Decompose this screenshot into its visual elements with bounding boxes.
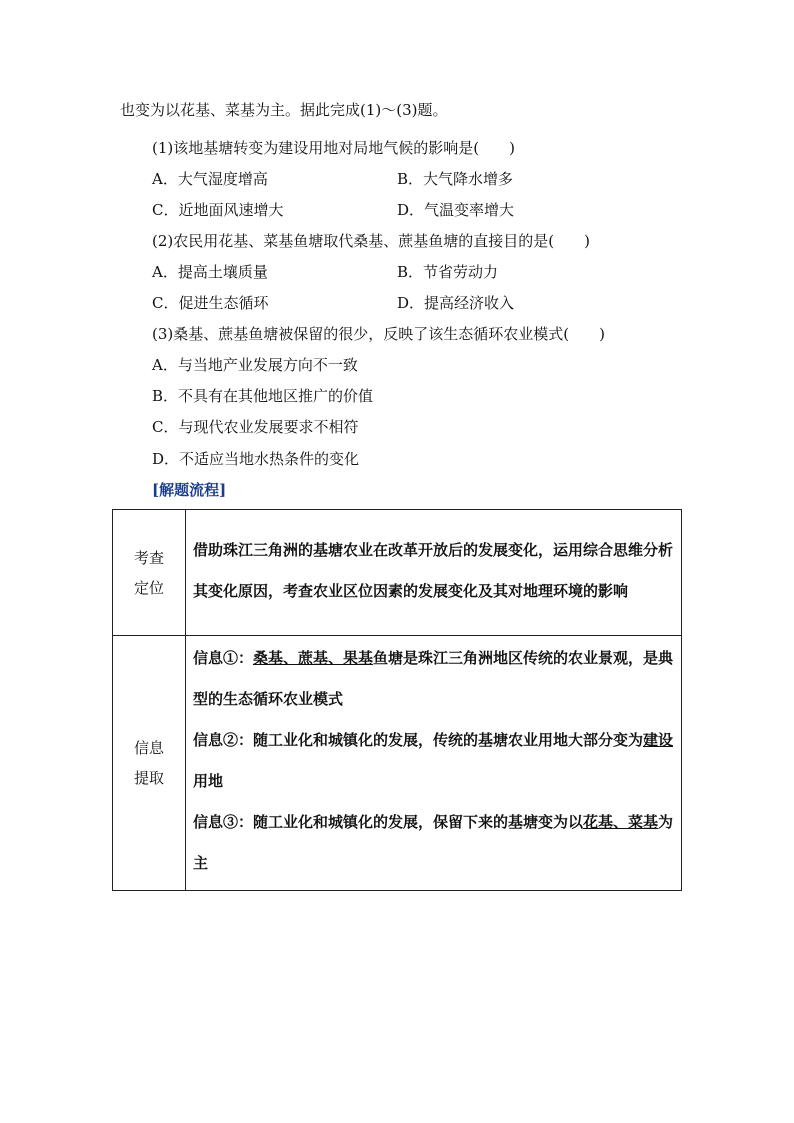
row-label-line: 定位 xyxy=(133,578,164,597)
info-2-underlined: 建设 xyxy=(643,731,674,749)
question-2-option-a: A．提高土壤质量 xyxy=(152,263,268,281)
table-row xyxy=(113,510,682,636)
question-1-option-a: A．大气湿度增高 xyxy=(152,170,268,188)
question-3-option-b: B．不具有在其他地区推广的价值 xyxy=(152,387,374,405)
row-content-exam-focus xyxy=(186,510,682,636)
info-1-underlined: 桑基、蔗基、果基 xyxy=(253,649,374,667)
question-2-stem: (2)农民用花基、菜基鱼塘取代桑基、蔗基鱼塘的直接目的是( ) xyxy=(152,232,590,250)
info-3-underlined: 花基、菜基 xyxy=(583,813,659,831)
question-2-option-c: C．促进生态循环 xyxy=(152,294,269,312)
question-1-stem: (1)该地基塘转变为建设用地对局地气候的影响是( ) xyxy=(152,139,515,157)
info-3 xyxy=(193,802,677,884)
question-3-stem: (3)桑基、蔗基鱼塘被保留的很少，反映了该生态循环农业模式( ) xyxy=(152,325,605,343)
intro-text: 也变为以花基、菜基为主。据此完成(1)～(3)题。 xyxy=(120,101,448,119)
info-1-rest: 鱼塘是珠江三角洲地区传统的农业景观，是典型的生态循环农业模式 xyxy=(193,649,674,708)
row-label-line: 信息 xyxy=(133,739,164,757)
row-label-exam-focus xyxy=(113,510,186,636)
question-2-option-d: D．提高经济收入 xyxy=(397,294,515,312)
info-1-prefix: 信息①： xyxy=(193,649,254,667)
info-3-text: 信息③：随工业化和城镇化的发展，保留下来的基塘变为以 xyxy=(193,813,584,831)
question-3-option-c: C．与现代农业发展要求不相符 xyxy=(152,418,359,436)
row-label-line: 提取 xyxy=(133,769,164,787)
question-1-option-c: C．近地面风速增大 xyxy=(152,201,284,219)
info-3-rest: 为主 xyxy=(193,813,674,872)
info-2-rest: 用地 xyxy=(193,772,224,790)
info-2-text: 信息②：随工业化和城镇化的发展，传统的基塘农业用地大部分变为 xyxy=(193,731,644,749)
solution-heading: [解题流程] xyxy=(152,481,227,499)
question-3-option-a: A．与当地产业发展方向不一致 xyxy=(152,356,358,374)
question-1-option-d: D．气温变率增大 xyxy=(397,201,515,219)
question-1-option-b: B．大气降水增多 xyxy=(397,170,514,188)
row-label-info-extraction xyxy=(113,636,186,891)
info-2 xyxy=(193,720,677,802)
row-content-info-extraction xyxy=(186,636,682,891)
exam-focus-text: 借助珠江三角洲的基塘农业在改革开放后的发展变化，运用综合思维分析其变化原因，考查农业区位因素的发展变化及其对地理环境的影响 xyxy=(193,540,674,600)
row-label-line: 考查 xyxy=(133,548,164,567)
table-row xyxy=(113,636,682,891)
question-3-option-d: D．不适应当地水热条件的变化 xyxy=(152,450,360,468)
solution-table xyxy=(112,509,682,891)
info-1 xyxy=(193,638,677,720)
question-2-option-b: B．节省劳动力 xyxy=(397,263,499,281)
